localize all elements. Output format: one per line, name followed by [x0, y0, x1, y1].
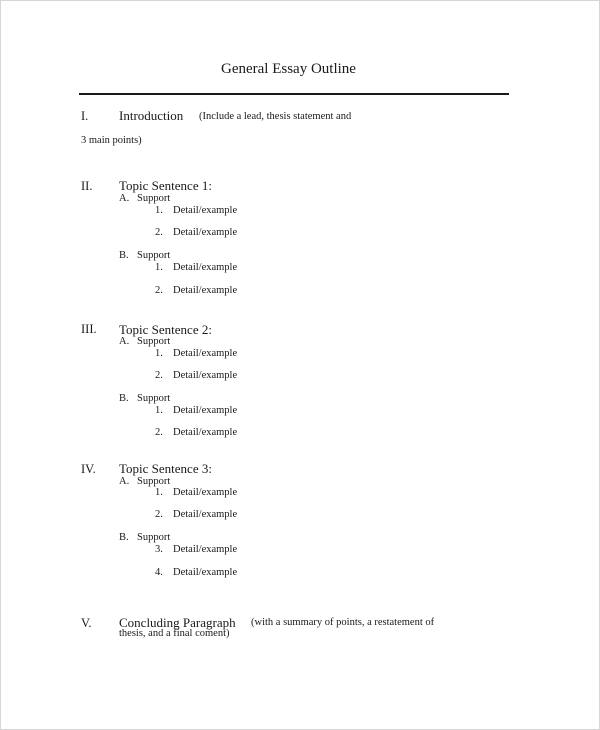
section-heading: Topic Sentence 3: — [119, 461, 212, 476]
section-heading: Introduction — [119, 108, 184, 123]
detail-text: Detail/example — [173, 487, 238, 498]
detail-text: Detail/example — [173, 262, 238, 273]
detail-number: 1. — [155, 205, 163, 216]
detail-text: Detail/example — [173, 427, 238, 438]
support-letter: A. — [119, 476, 130, 487]
section-note-continued: thesis, and a final coment) — [119, 628, 230, 639]
section-note: (Include a lead, thesis statement and — [199, 111, 352, 122]
section-heading: Concluding Paragraph — [119, 615, 236, 630]
detail-text: Detail/example — [173, 509, 238, 520]
support-letter: B. — [119, 532, 129, 543]
support-letter: A. — [119, 336, 130, 347]
section-note: (with a summary of points, a restatement of — [251, 617, 435, 628]
detail-number: 2. — [155, 285, 163, 296]
detail-text: Detail/example — [173, 348, 238, 359]
detail-text: Detail/example — [173, 205, 238, 216]
support-letter: A. — [119, 193, 130, 204]
section-numeral: I. — [81, 109, 89, 123]
section-numeral: IV. — [81, 462, 96, 476]
page-title: General Essay Outline — [221, 61, 356, 77]
section-numeral: III. — [81, 322, 97, 336]
detail-number: 2. — [155, 227, 163, 238]
support-label: Support — [137, 532, 171, 543]
detail-number: 2. — [155, 427, 163, 438]
detail-number: 1. — [155, 487, 163, 498]
detail-text: Detail/example — [173, 567, 238, 578]
title-divider — [79, 93, 509, 95]
section-heading: Topic Sentence 1: — [119, 178, 212, 193]
support-label: Support — [137, 193, 171, 204]
support-label: Support — [137, 250, 171, 261]
detail-text: Detail/example — [173, 370, 238, 381]
detail-number: 1. — [155, 405, 163, 416]
detail-text: Detail/example — [173, 405, 238, 416]
section-numeral: II. — [81, 179, 93, 193]
detail-number: 3. — [155, 544, 163, 555]
support-label: Support — [137, 476, 171, 487]
support-label: Support — [137, 336, 171, 347]
detail-text: Detail/example — [173, 227, 238, 238]
detail-number: 2. — [155, 370, 163, 381]
detail-text: Detail/example — [173, 544, 238, 555]
detail-number: 1. — [155, 348, 163, 359]
support-label: Support — [137, 393, 171, 404]
section-numeral: V. — [81, 616, 92, 630]
detail-number: 1. — [155, 262, 163, 273]
support-letter: B. — [119, 393, 129, 404]
detail-number: 2. — [155, 509, 163, 520]
section-note-continued: 3 main points) — [81, 135, 142, 146]
section-heading: Topic Sentence 2: — [119, 322, 212, 337]
detail-number: 4. — [155, 567, 163, 578]
support-letter: B. — [119, 250, 129, 261]
detail-text: Detail/example — [173, 285, 238, 296]
